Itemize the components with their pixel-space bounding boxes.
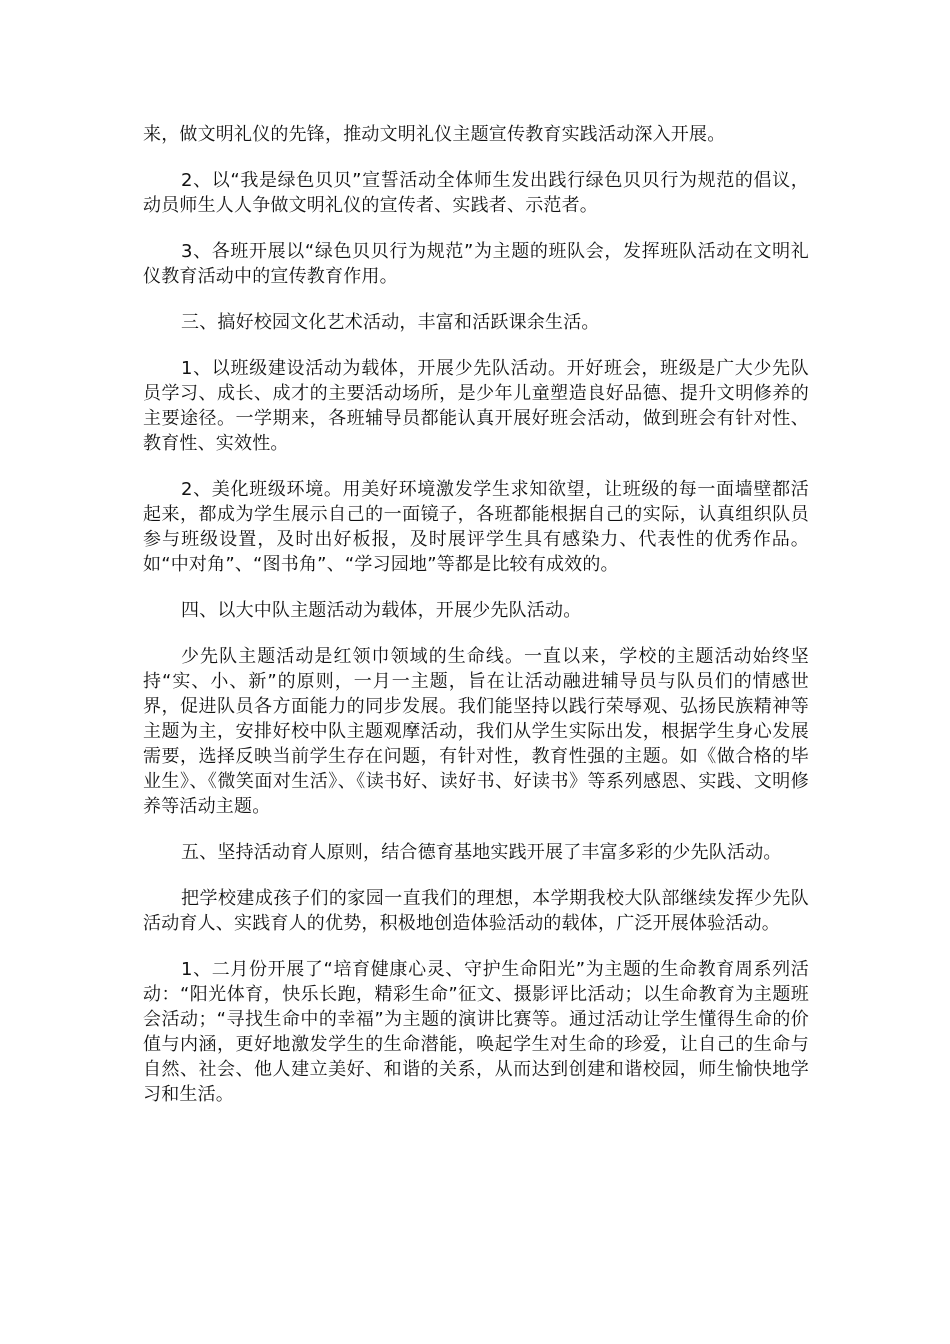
paragraph-continuation: 来，做文明礼仪的先锋，推动文明礼仪主题宣传教育实践活动深入开展。 (143, 124, 726, 145)
section-heading-4: 四、以大中队主题活动为载体，开展少先队活动。 (181, 600, 582, 621)
section-heading-3: 三、搞好校园文化艺术活动，丰富和活跃课余生活。 (181, 312, 600, 333)
paragraph-class-environment: 2、美化班级环境。用美好环境激发学生求知欲望，让班级的每一面墙壁都活起来，都成为学生展示自己的一面镜子，各班都能根据自己的实际，认真组织队员参与班级设置，及时出好板报，及时展评学生具有感染力、代表性的优秀作品。如“中对角”、“图书角”、“学习园地”等都是比较有成效的。 (143, 479, 809, 575)
section-heading-5: 五、坚持活动育人原则，结合德育基地实践开展了丰富多彩的少先队活动。 (181, 842, 782, 863)
paragraph-theme-activities: 少先队主题活动是红领巾领域的生命线。一直以来，学校的主题活动始终坚持“实、小、新”的原则，一月一主题，旨在让活动融进辅导员与队员们的情感世界，促进队员各方面能力的同步发展。我们能坚持以践行荣辱观、弘扬民族精神等主题为主，安排好校中队主题观摩活动，我们从学生实际出发，根据学生身心发展需要，选择反映当前学生存在问题，有针对性，教育性强的主题。如《做合格的毕业生》、《微笑面对生活》、《读书好、读好书、好读书》等系列感恩、实践、文明修养等活动主题。 (143, 646, 809, 817)
paragraph-item-2: 2、以“我是绿色贝贝”宣誓活动全体师生发出践行绿色贝贝行为规范的倡议，动员师生人人争做文明礼仪的宣传者、实践者、示范者。 (143, 170, 809, 216)
paragraph-life-education: 1、二月份开展了“培育健康心灵、守护生命阳光”为主题的生命教育周系列活动：“阳光体育，快乐长跑，精彩生命”征文、摄影评比活动；以生命教育为主题班会活动；“寻找生命中的幸福”为主题的演讲比赛等。通过活动让学生懂得生命的价值与内涵，更好地激发学生的生命潜能，唤起学生对生命的珍爱，让自己的生命与自然、社会、他人建立美好、和谐的关系，从而达到创建和谐校园，师生愉快地学习和生活。 (143, 959, 809, 1105)
paragraph-item-3: 3、各班开展以“绿色贝贝行为规范”为主题的班队会，发挥班队活动在文明礼仪教育活动中的宣传教育作用。 (143, 241, 809, 287)
paragraph-class-meeting: 1、以班级建设活动为载体，开展少先队活动。开好班会，班级是广大少先队员学习、成长、成才的主要活动场所，是少年儿童塑造良好品德、提升文明修养的主要途径。一学期来，各班辅导员都能认真开展好班会活动，做到班会有针对性、教育性、实效性。 (143, 358, 809, 454)
document-body (143, 122, 809, 1128)
paragraph-experience-activities: 把学校建成孩子们的家园一直我们的理想，本学期我校大队部继续发挥少先队活动育人、实践育人的优势，积极地创造体验活动的载体，广泛开展体验活动。 (143, 888, 809, 934)
